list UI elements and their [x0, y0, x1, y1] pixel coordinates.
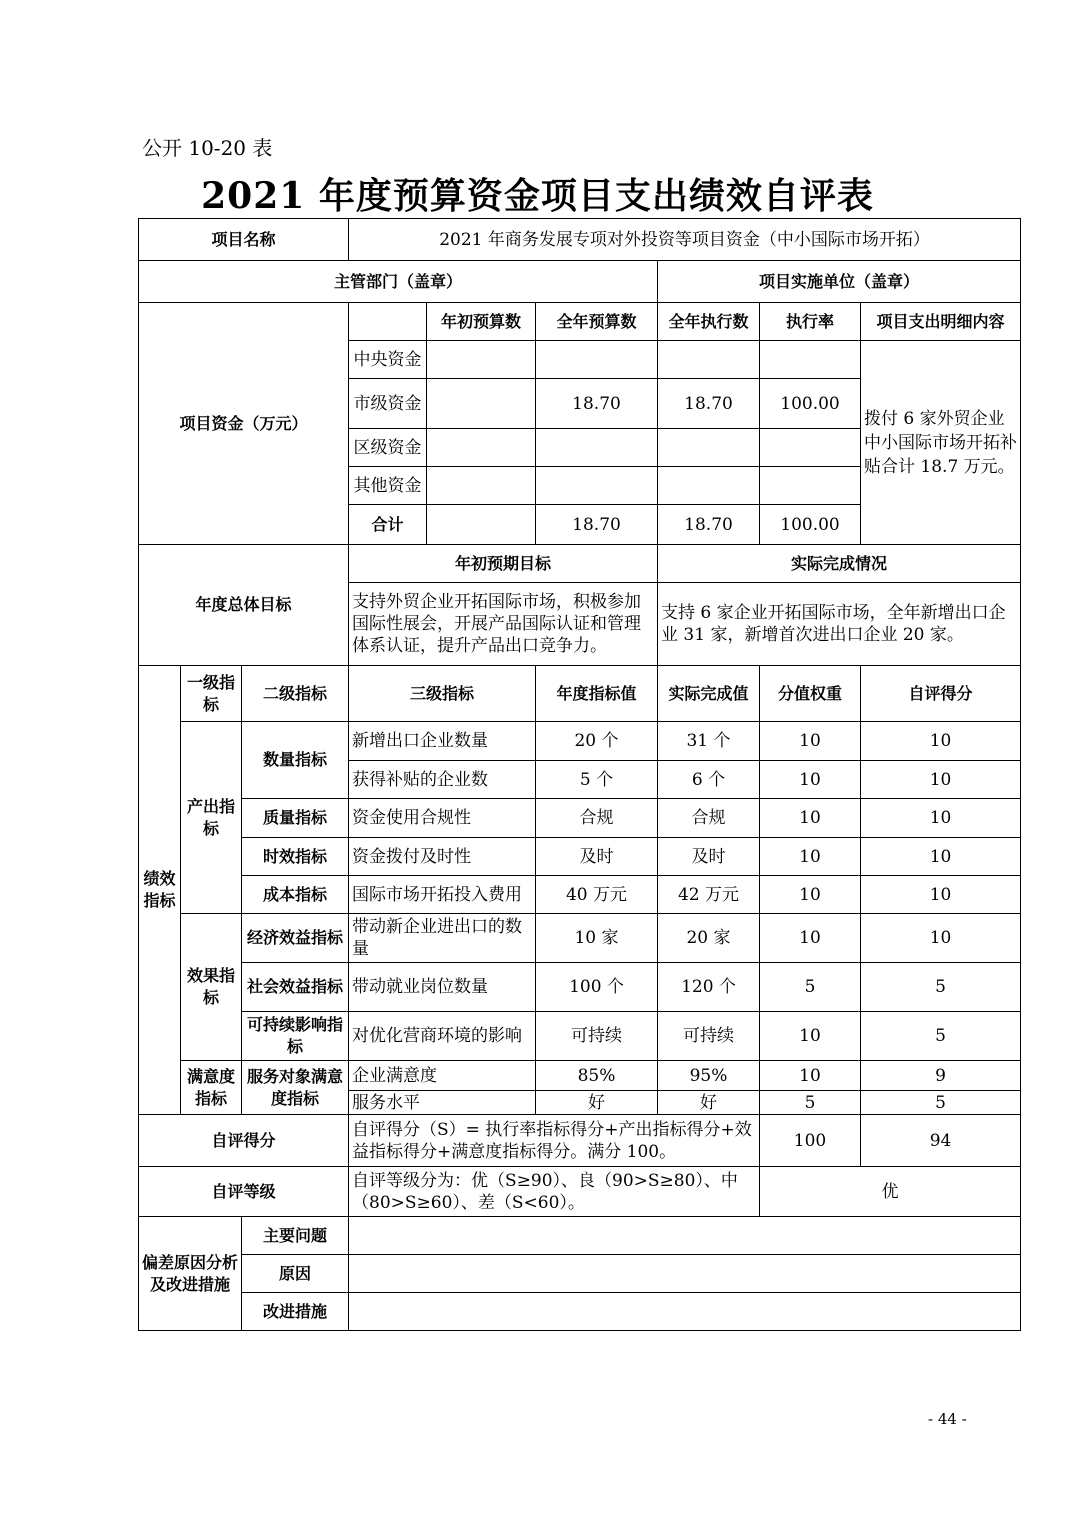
indicator-target: 合规: [536, 799, 658, 838]
indicator-score: 10: [861, 914, 1021, 963]
indicator-l2: 可持续影响指标: [242, 1012, 349, 1061]
indicator-actual: 好: [658, 1091, 760, 1115]
funds-header: 全年执行数: [658, 303, 760, 341]
indicator-score: 10: [861, 838, 1021, 876]
funds-header: 年初预算数: [427, 303, 536, 341]
indicator-l2: 成本指标: [242, 876, 349, 914]
indicator-score: 5: [861, 1091, 1021, 1115]
indicator-score: 10: [861, 876, 1021, 914]
funds-label: 项目资金（万元）: [139, 303, 349, 545]
indicator-score: 9: [861, 1061, 1021, 1091]
header-note: 公开 10-20 表: [142, 136, 273, 160]
indicator-l3: 新增出口企业数量: [349, 722, 536, 761]
indicator-target: 可持续: [536, 1012, 658, 1061]
indicator-score: 10: [861, 761, 1021, 799]
indicator-header: 三级指标: [349, 666, 536, 722]
self-grade-label: 自评等级: [139, 1167, 349, 1217]
indicator-l3: 获得补贴的企业数: [349, 761, 536, 799]
fund-row-name: 区级资金: [349, 429, 427, 467]
indicators-label: 绩效指标: [139, 666, 181, 1115]
deviation-label: 偏差原因分析及改进措施: [139, 1217, 242, 1331]
deviation-measures-value: [349, 1293, 1021, 1331]
funds-header-blank: [349, 303, 427, 341]
self-score-value: 94: [861, 1115, 1021, 1167]
dept-label: 主管部门（盖章）: [139, 261, 658, 303]
indicator-weight: 10: [760, 914, 861, 963]
deviation-item-measures: 改进措施: [242, 1293, 349, 1331]
indicator-weight: 10: [760, 876, 861, 914]
fund-rate: [760, 467, 861, 505]
fund-annual: 18.70: [536, 379, 658, 429]
page-title: 2021 年度预算资金项目支出绩效自评表: [201, 175, 874, 217]
fund-total-label: 合计: [349, 505, 427, 545]
indicator-weight: 5: [760, 1091, 861, 1115]
indicator-l3: 带动就业岗位数量: [349, 963, 536, 1012]
indicator-weight: 10: [760, 1061, 861, 1091]
deviation-problem-value: [349, 1217, 1021, 1255]
fund-initial: [427, 429, 536, 467]
indicator-actual: 31 个: [658, 722, 760, 761]
fund-detail: 拨付 6 家外贸企业中小国际市场开拓补贴合计 18.7 万元。: [861, 341, 1021, 545]
quantity-indicator-label: 数量指标: [242, 722, 349, 799]
fund-row-name: 中央资金: [349, 341, 427, 379]
indicator-weight: 10: [760, 761, 861, 799]
indicator-actual: 42 万元: [658, 876, 760, 914]
indicator-header: 实际完成值: [658, 666, 760, 722]
fund-executed: [658, 341, 760, 379]
fund-initial: [427, 505, 536, 545]
fund-executed: 18.70: [658, 379, 760, 429]
self-grade-value: 优: [760, 1167, 1021, 1217]
indicator-target: 及时: [536, 838, 658, 876]
indicator-actual: 6 个: [658, 761, 760, 799]
page-number: - 44 -: [928, 1410, 967, 1428]
fund-executed: [658, 429, 760, 467]
self-score-formula: 自评得分（S）= 执行率指标得分+产出指标得分+效益指标得分+满意度指标得分。满分 100。: [349, 1115, 760, 1167]
indicator-l3: 带动新企业进出口的数量: [349, 914, 536, 963]
indicator-l3: 国际市场开拓投入费用: [349, 876, 536, 914]
output-indicator-label: 产出指标: [181, 722, 242, 914]
project-name-value: 2021 年商务发展专项对外投资等项目资金（中小国际市场开拓）: [349, 219, 1021, 261]
project-name-label: 项目名称: [139, 219, 349, 261]
satisfaction-indicator-label: 满意度指标: [181, 1061, 242, 1115]
fund-annual: [536, 429, 658, 467]
indicator-header: 分值权重: [760, 666, 861, 722]
fund-annual: 18.70: [536, 505, 658, 545]
indicator-actual: 95%: [658, 1061, 760, 1091]
goals-expected-header: 年初预期目标: [349, 545, 658, 583]
indicator-header: 年度指标值: [536, 666, 658, 722]
indicator-header: 二级指标: [242, 666, 349, 722]
fund-rate: 100.00: [760, 505, 861, 545]
effect-indicator-label: 效果指标: [181, 914, 242, 1061]
fund-executed: 18.70: [658, 505, 760, 545]
indicator-l2: 经济效益指标: [242, 914, 349, 963]
indicator-target: 20 个: [536, 722, 658, 761]
fund-rate: 100.00: [760, 379, 861, 429]
indicator-l2: 质量指标: [242, 799, 349, 838]
indicator-weight: 10: [760, 799, 861, 838]
indicator-l2: 服务对象满意度指标: [242, 1061, 349, 1115]
indicator-l3: 对优化营商环境的影响: [349, 1012, 536, 1061]
impl-unit-label: 项目实施单位（盖章）: [658, 261, 1021, 303]
indicator-l3: 服务水平: [349, 1091, 536, 1115]
indicator-l3: 资金使用合规性: [349, 799, 536, 838]
performance-evaluation-table: [138, 218, 1021, 1331]
indicator-score: 5: [861, 963, 1021, 1012]
indicator-l2: 时效指标: [242, 838, 349, 876]
indicator-weight: 10: [760, 1012, 861, 1061]
indicator-l3: 企业满意度: [349, 1061, 536, 1091]
fund-row-name: 其他资金: [349, 467, 427, 505]
indicator-score: 5: [861, 1012, 1021, 1061]
fund-row-name: 市级资金: [349, 379, 427, 429]
indicator-target: 好: [536, 1091, 658, 1115]
deviation-item-problem: 主要问题: [242, 1217, 349, 1255]
deviation-item-cause: 原因: [242, 1255, 349, 1293]
indicator-target: 100 个: [536, 963, 658, 1012]
indicator-target: 10 家: [536, 914, 658, 963]
funds-header: 执行率: [760, 303, 861, 341]
funds-header: 全年预算数: [536, 303, 658, 341]
indicator-score: 10: [861, 799, 1021, 838]
goals-actual-header: 实际完成情况: [658, 545, 1021, 583]
indicator-header: 一级指标: [181, 666, 242, 722]
indicator-target: 5 个: [536, 761, 658, 799]
self-score-weight: 100: [760, 1115, 861, 1167]
indicator-target: 40 万元: [536, 876, 658, 914]
indicator-header: 自评得分: [861, 666, 1021, 722]
indicator-weight: 5: [760, 963, 861, 1012]
fund-initial: [427, 341, 536, 379]
indicator-actual: 合规: [658, 799, 760, 838]
goals-label: 年度总体目标: [139, 545, 349, 666]
goals-actual: 支持 6 家企业开拓国际市场，全年新增出口企业 31 家，新增首次进出口企业 20 家。: [658, 583, 1021, 666]
self-score-label: 自评得分: [139, 1115, 349, 1167]
indicator-actual: 及时: [658, 838, 760, 876]
indicator-actual: 可持续: [658, 1012, 760, 1061]
fund-initial: [427, 467, 536, 505]
goals-expected: 支持外贸企业开拓国际市场，积极参加国际性展会，开展产品国际认证和管理体系认证，提升产品出口竞争力。: [349, 583, 658, 666]
indicator-score: 10: [861, 722, 1021, 761]
funds-header: 项目支出明细内容: [861, 303, 1021, 341]
fund-annual: [536, 341, 658, 379]
indicator-l3: 资金拨付及时性: [349, 838, 536, 876]
deviation-cause-value: [349, 1255, 1021, 1293]
fund-executed: [658, 467, 760, 505]
indicator-actual: 20 家: [658, 914, 760, 963]
indicator-actual: 120 个: [658, 963, 760, 1012]
fund-rate: [760, 429, 861, 467]
fund-rate: [760, 341, 861, 379]
fund-initial: [427, 379, 536, 429]
self-grade-desc: 自评等级分为：优（S≥90）、良（90>S≥80）、中（80>S≥60）、差（S<60）。: [349, 1167, 760, 1217]
fund-annual: [536, 467, 658, 505]
indicator-weight: 10: [760, 838, 861, 876]
indicator-weight: 10: [760, 722, 861, 761]
indicator-target: 85%: [536, 1061, 658, 1091]
indicator-l2: 社会效益指标: [242, 963, 349, 1012]
